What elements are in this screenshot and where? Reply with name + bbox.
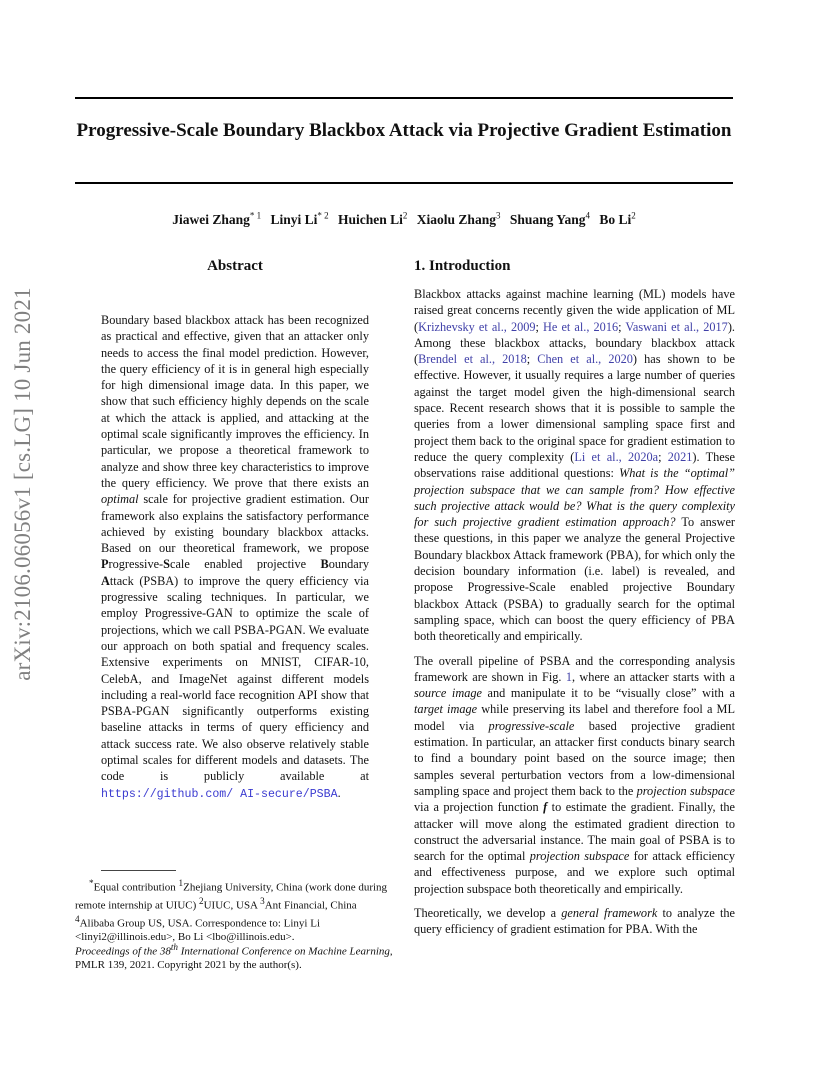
introduction-heading: 1. Introduction: [414, 258, 511, 274]
author-list: [75, 210, 733, 228]
title-bottom-rule: [75, 182, 733, 184]
citation-link[interactable]: Li et al., 2020a: [574, 449, 659, 464]
citation-link[interactable]: He et al., 2016: [543, 319, 619, 334]
abstract-text: Boundary based blackbox attack has been recognized as practical and effective, given that an attacker only needs to access the final model prediction. However, the query efficiency of it is in general high especially for high dimensional image data. In this paper, we show that such efficiency highly depends on the scale at which the attack is applied, and attacking at the optimal scale significantly improves the efficiency. In particular, we propose a theoretical framework to analyze and show three key characteristics to improve the query efficiency. We prove that there exists an optimal scale for projective gradient estimation. Our framework also explains the satisfactory performance achieved by existing boundary blackbox attacks. Based on our theoretical framework, we propose Progressive-Scale enabled projective Boundary Attack (PSBA) to improve the query efficiency via progressive scaling techniques. In particular, we employ Progressive-GAN to optimize the scale of projections, which we call PSBA-PGAN. We evaluate our approach on both spatial and frequency scales. Extensive experiments on MNIST, CIFAR-10, CelebA, and ImageNet against different models including a real-world face recognition API show that PSBA-PGAN significantly outperforms existing baseline attacks in terms of query efficiency and attack success rate. We also observe relatively stable optimal scales for different models and datasets. The code is publicly available at https://github.com/ AI-secure/PSBA.: [101, 313, 369, 801]
right-column: [414, 255, 735, 938]
figure-link[interactable]: 1: [565, 669, 572, 684]
citation-link[interactable]: Vaswani et al., 2017: [625, 319, 728, 334]
arxiv-stamp: [6, 287, 40, 681]
citation-link[interactable]: 2021: [667, 449, 693, 464]
author: Xiaolu Zhang$^3$: [416, 210, 501, 227]
paper-title: Progressive-Scale Boundary Blackbox Attack via Projective Gradient Estimation: [76, 120, 732, 141]
citation-link[interactable]: Chen et al., 2020: [537, 352, 633, 367]
author: Huichen Li$^2$: [338, 210, 408, 227]
author: Shuang Yang$^4$: [509, 210, 590, 227]
arxiv-id: arXiv:2106.06056v1 [cs.LG] 10 Jun 2021: [10, 287, 35, 681]
citation-link[interactable]: Brendel et al., 2018: [418, 352, 527, 367]
author: Bo Li$^2$: [599, 210, 636, 227]
title-top-rule: [75, 97, 733, 99]
intro-paragraph: Blackbox attacks against machine learning (ML) models have raised great concerns recently given the wide application of ML (Krizhevsky et al., 2009; He et al., 2016; Vaswani et al., 2017). Among these blackbox attacks, boundary blackbox attack (Brendel et al., 2018; Chen et al., 2020) has shown to be effective. However, it usually requires a large number of queries against the target model given the high-dimensional search space. Recent research shows that it is possible to sample the queries from a lower dimensional sampling space first and project them back to the original space for gradient estimation to reduce the query complexity (Li et al., 2020a; 2021). These observations raise additional questions: What is the “optimal” projection subspace that we can sample from? How effective such projective attack would be? What is the query complexity for such projective gradient estimation approach? To answer these questions, in this paper we analyze the general Projective Boundary blackbox Attack framework (PBA), for which only the decision boundary information (i.e. label) is revealed, and propose Progressive-Scale enabled projective Boundary blackbox Attack (PSBA) to gradually search for the optimal sampling space, which can boost the query efficiency of PBA both theoretically and empirically.: [414, 287, 735, 644]
author: Jiawei Zhang$^{* 1}$: [172, 210, 262, 227]
abstract-heading: Abstract: [207, 258, 263, 274]
author: Linyi Li$^{* 2}$: [270, 210, 329, 227]
left-column: [101, 255, 369, 803]
code-link[interactable]: https://github.com/ AI-secure/PSBA: [101, 787, 338, 801]
affiliation-footnote: *Equal contribution $^1$Zhejiang University, China (work done during remote internship at UIUC) $^2$UIUC, USA $^3$Ant Financial, China $^4$Alibaba Group US, USA. Correspondence to: Linyi Li <linyi2@illinois.edu>, Bo Li <lbo@illinois.edu>.: [75, 878, 388, 944]
proceedings-note: Proceedings of the 38th International Conference on Machine Learning, PMLR 139, 2021. Copyright 2021 by the author(s).: [75, 942, 393, 972]
citation-link[interactable]: Krizhevsky et al., 2009: [418, 319, 536, 334]
footnote-rule: [101, 870, 176, 871]
intro-paragraph: Theoretically, we develop a general framework to analyze the query efficiency of gradient estimation for PBA. With the: [414, 905, 735, 937]
intro-paragraph: The overall pipeline of PSBA and the corresponding analysis framework are shown in Fig. 1, where an attacker starts with a source image and manipulate it to be “visually close” with a target image while preserving its label and therefore fool a ML model via progressive-scale based projective gradient estimation. In particular, an attacker first conducts binary search to find a boundary point based on the source image; then samples several perturbation vectors from a low-dimensional sampling space and project them back to the projection subspace via a projection function f to estimate the gradient. Finally, the attacker will move along the estimated gradient direction to construct the adversarial instance. The main goal of PSBA is to search for the optimal projection subspace for attack efficiency and effectiveness purpose, and we explore such optimal projection subspace both theoretically and empirically.: [414, 653, 736, 896]
